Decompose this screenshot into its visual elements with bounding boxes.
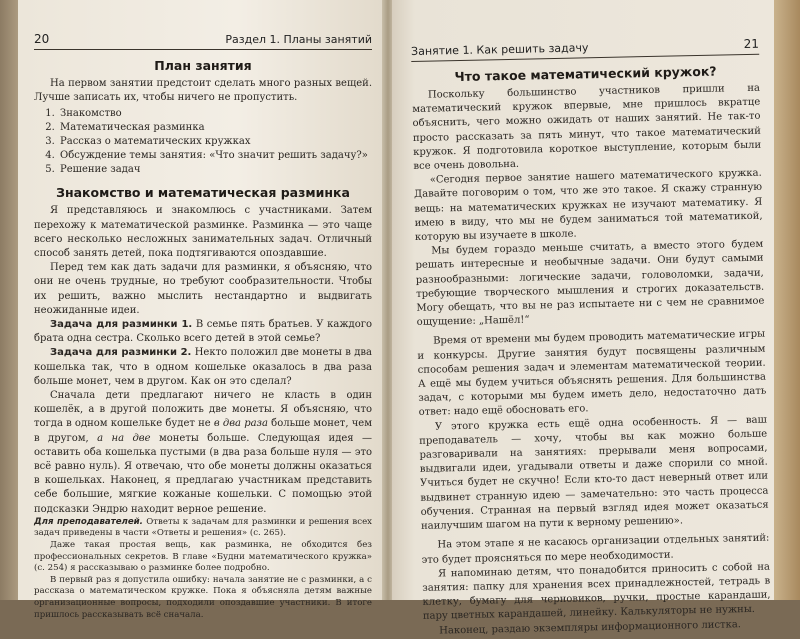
left-page (18, 0, 384, 620)
right-paragraph: «Сегодня первое занятие нашего математического кружка. Давайте поговорим о том, что же это такое. Я скажу странную вещь: на математических кружках не изучают математику. Я имею в виду, что мы не будем заниматься той математикой, которую вы изучаете в школе. (413, 167, 763, 243)
right-paragraph: Я напоминаю детям, что понадобится приносить с собой на занятия: папку для хранения всех принадлежностей, тетрадь в клетку, бумагу для черновиков, ручки, простые карандаши, пару цветных карандашей, линейку. Калькуляторы не нужны. (422, 561, 771, 623)
note-paragraph: В первый раз я допустила ошибку: начала занятие не с разминки, а с рассказа о математическом кружке. Пока я объясняла детям важные организационные вопросы, подходили опоздавшие участники. В итоге пришлось рассказывать всё сначала. (34, 574, 372, 620)
plan-item: 5. Решение задач (58, 163, 372, 177)
plan-item: 1. Знакомство (58, 107, 372, 121)
left-paragraph: Я представляюсь и знакомлюсь с участниками. Затем перехожу к математической разминке. Разминка — это чаще всего несколько несложных занимательных задач. Отличный способ занять детей, пока подтягиваются опоздавшие. (34, 205, 372, 260)
left-paragraph: Перед тем как дать задачи для разминки, я объясняю, что они не очень трудные, но требуют сообразительности. Чтобы их решить, важно мыслить нестандартно и выдвигать неожиданные идеи. (34, 262, 372, 316)
task-label: Задача для разминки 1. (50, 319, 193, 331)
note-paragraph: Даже такая простая вещь, как разминка, не обходится без профессиональных секретов. В главе «Будни математического кружка» (с. 254) я рассказываю о разминке более подробно. (34, 540, 372, 574)
left-running-header (34, 0, 372, 50)
right-paragraph: Поскольку большинство участников пришли на математический кружок впервые, мне пришлось вкратце объяснить, чего можно ожидать от наших занятий. Не так-то просто рассказать за пять минут, что такое математический кружок. Я подготовила короткое выступление, которым были все очень довольна. (412, 82, 762, 172)
left-header-title: Раздел 1. Планы занятий (225, 33, 372, 46)
right-paragraph: На этом этапе я не касаюсь организации отдельных занятий: это будет проясняться по мере необходимости. (421, 532, 770, 566)
plan-item: 4. Обсуждение темы занятия: «Что значит решить задачу?» (58, 149, 372, 163)
warmup-task-2 (34, 346, 372, 389)
left-intro: На первом занятии предстоит сделать много разных вещей. Лучше записать их, чтобы ничего не пропустить. (34, 78, 372, 104)
plan-list (34, 107, 372, 177)
right-page-number: 21 (743, 36, 760, 52)
left-section-title: План занятия (154, 58, 252, 73)
right-paragraph: У этого кружка есть ещё одна особенность. Я — ваш преподаватель — хочу, чтобы вы как можно больше разговаривали на занятиях: прерывали меня вопросами, выдвигали идеи, угадывали ответы и даже спорили со мной. Учиться будет не скучно! Если кто-то даст неверный ответ или выдвинет странную идею — замечательно: это часть процесса обучения. Странная на первый взгляд идея может оказаться наилучшим шагом на пути к верному решению». (419, 414, 769, 532)
right-header-title: Занятие 1. Как решить задачу (410, 41, 589, 58)
plan-item: 3. Рассказ о математических кружках (58, 135, 372, 149)
book-edge (774, 0, 800, 600)
right-paragraph: Время от времени мы будем проводить математические игры и конкурсы. Другие занятия будут посвящены различным способам решения задач и элементам математической теории. А ещё мы будем учиться объяснять решения. Для большинства задач, с которыми мы будем иметь дело, недостаточно дать ответ: надо ещё обосновать его. (417, 329, 767, 419)
warmup-task-1 (34, 318, 372, 346)
right-paragraph: Наконец, раздаю экземпляры информационного листка. (439, 618, 742, 637)
right-page (392, 0, 774, 637)
right-running-header (410, 0, 759, 62)
task-label: Задача для разминки 2. (50, 347, 192, 359)
task-text: В семье пять братьев. У каждого брата одна сестра. Сколько всего детей в этой семье? (34, 319, 372, 345)
left-subsection-title: Знакомство и математическая разминка (56, 185, 350, 201)
left-paragraph: Сначала дети предлагают ничего не класть в один кошелёк, а в другой положить две монеты. Я объясняю, что тогда в одном кошельке будет не в два раза больше монет, чем в другом, а на две монеты больше. Следующая идея — оставить оба кошелька пустыми (в два раза больше нуля — это всё равно нуль). Я отвечаю, что обе монеты должны оказаться в кошельках. Наконец, я предлагаю участникам представить себе большие, мягкие кожаные кошельки. С помощью этой подсказки Эндрю находит верное решение. (34, 390, 373, 515)
teacher-note (34, 517, 372, 621)
right-section-title: Что такое математический кружок? (454, 63, 717, 85)
right-paragraph: Мы будем гораздо меньше считать, а вместо этого будем решать интересные и необычные задачи. Они будут самыми разнообразными: логические задачи, головоломки, задачи, требующие творческого мышления и строгих доказательств. Могу обещать, что вы не раз испытаете ни с чем не сравнимое ощущение: „Нашёл!“ (415, 238, 765, 329)
left-page-number: 20 (34, 32, 50, 46)
note-first: Для преподавателей. Ответы к задачам для разминки и решения всех задач приведены в части «Ответы и решения» (с. 265). (34, 516, 372, 539)
plan-item: 2. Математическая разминка (58, 121, 372, 135)
task-text: Некто положил две монеты в два кошелька так, что в одном кошельке оказалось в два раза больше монет, чем в другом. Как он это сделал? (34, 347, 372, 387)
